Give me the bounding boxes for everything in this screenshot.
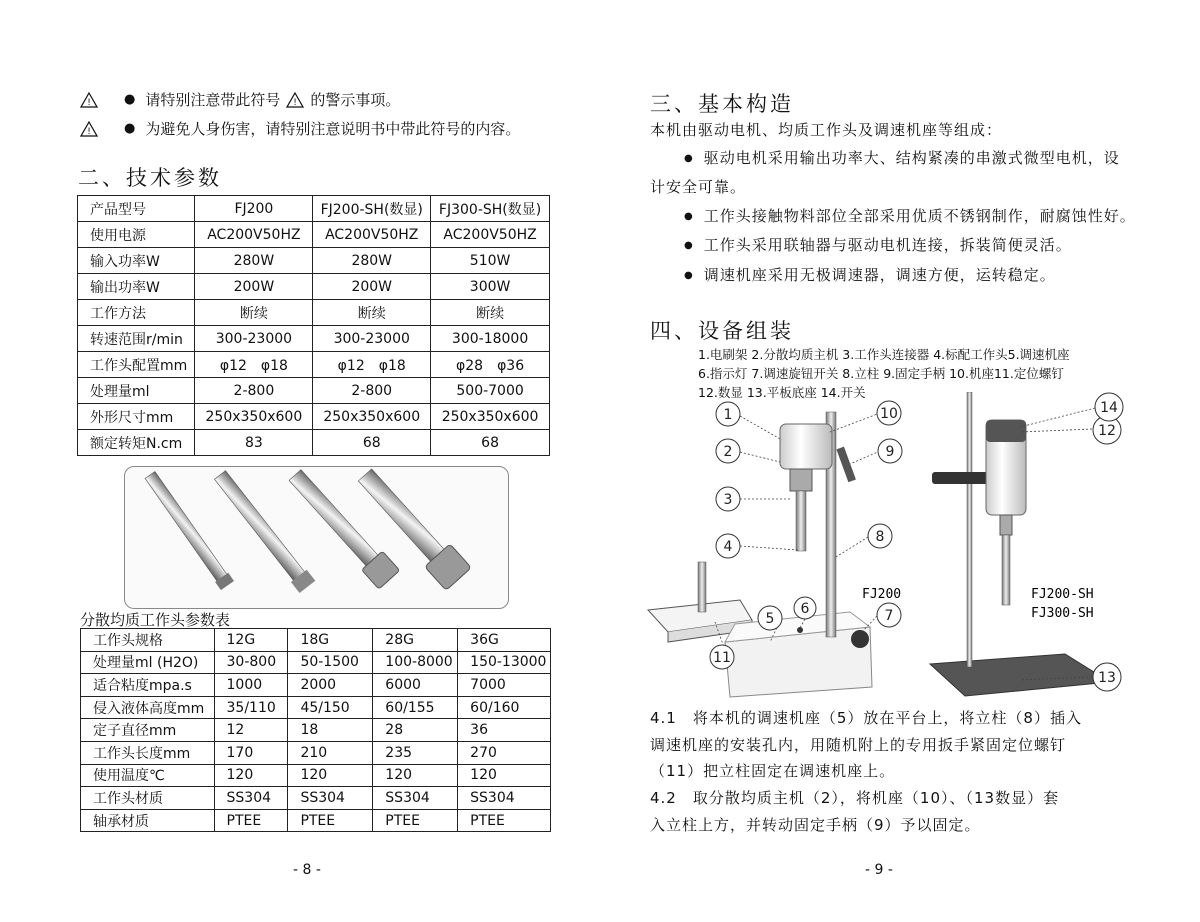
table-cell: 转速范围r/min [78,326,195,352]
svg-text:9: 9 [885,444,895,460]
table-row [78,222,550,248]
warning-text-before: 请特别注意带此符号 [145,91,281,109]
warning-triangle-icon [80,92,98,108]
table-cell: φ12 φ18 [313,352,431,378]
table-cell: 轴承材质 [81,809,215,832]
table-cell: 45/150 [288,696,373,719]
table-cell: 200W [313,274,431,300]
warning-text-after: 的警示事项。 [310,91,401,109]
table-cell: 83 [195,430,313,456]
table-cell: AC200V50HZ [313,222,431,248]
table-cell: 7000 [458,674,551,697]
table-cell: 235 [373,741,458,764]
table-cell: PTEE [458,809,551,832]
callout-6 [794,597,816,619]
section-title-structure: 三、基本构造 [650,92,794,116]
legend-line: 6.指示灯 7.调速旋钮开关 8.立柱 9.固定手柄 10.机座11.定位螺钉 [698,366,1064,381]
table-cell: 6000 [373,674,458,697]
table-cell: 30-800 [214,651,288,674]
table-cell: 120 [458,764,551,787]
table-cell: 工作头长度mm [81,741,215,764]
callout-9 [878,439,902,463]
svg-text:12: 12 [1098,423,1116,439]
svg-text:14: 14 [1100,400,1118,416]
svg-text:!: ! [87,126,91,137]
callout-1 [716,402,740,426]
table-cell: 处理量ml [78,378,195,404]
table-cell: 额定转矩N.cm [78,430,195,456]
table-cell: SS304 [373,787,458,810]
table-cell: 300-23000 [313,326,431,352]
head-table-title: 分散均质工作头参数表 [80,611,231,629]
section-title-tech-params: 二、技术参数 [78,166,222,190]
table-cell: 280W [195,248,313,274]
table-cell: 36G [458,629,551,652]
table-cell: φ28 φ36 [431,352,550,378]
table-cell: 定子直径mm [81,719,215,742]
svg-text:4: 4 [723,539,733,555]
page-number-left: - 8 - [293,862,321,878]
table-row [78,352,550,378]
callout-10 [877,401,901,425]
table-cell: φ12 φ18 [195,352,313,378]
model-label-fj200: FJ200 [862,587,902,602]
table-cell: FJ300-SH(数显) [431,196,550,222]
table-cell: 12G [214,629,288,652]
table-cell: 断续 [431,300,550,326]
callout-11 [710,645,734,669]
callout-3 [716,487,740,511]
warning-triangle-icon [286,92,304,108]
bullet-icon: ● [124,92,136,107]
warning-triangle-icon [80,121,98,137]
step-4-2: 4.2 取分散均质主机（2），将机座（10）、（13数显）套 入立柱上方，并转动固定手柄（9）予以固定。 [650,789,1060,834]
table-row [78,430,550,456]
work-heads-photo [124,466,509,609]
table-cell: 处理量ml (H2O) [81,651,215,674]
callout-5 [758,606,782,630]
table-cell: 35/110 [214,696,288,719]
table-cell: 100-8000 [373,651,458,674]
model-label-fj200-sh: FJ200-SH [1031,587,1094,602]
structure-bullet-1-cont: 计安全可靠。 [650,178,747,196]
table-cell: 120 [373,764,458,787]
table-cell: 60/160 [458,696,551,719]
table-cell: 120 [288,764,373,787]
table-cell: 120 [214,764,288,787]
table-cell: 使用温度℃ [81,764,215,787]
table-cell: 18G [288,629,373,652]
table-cell: 250x350x600 [431,404,550,430]
table-row [78,196,550,222]
table-row [81,674,551,697]
step-4-1: 4.1 将本机的调速机座（5）放在平台上，将立柱（8）插入 调速机座的安装孔内，用随机附上的专用扳手紧固定位螺钉 （11）把立柱固定在调速机座上。 [650,709,1082,780]
table-cell: 工作方法 [78,300,195,326]
table-cell: 250x350x600 [313,404,431,430]
table-cell: 500-7000 [431,378,550,404]
table-cell: FJ200-SH(数显) [313,196,431,222]
page-number-right: - 9 - [865,862,893,878]
table-row [81,719,551,742]
table-cell: PTEE [373,809,458,832]
callout-7 [877,603,901,627]
table-cell: 60/155 [373,696,458,719]
model-label-fj300-sh: FJ300-SH [1031,606,1094,621]
work-head-params-table [80,628,551,832]
table-cell: 工作头规格 [81,629,215,652]
table-cell: 输出功率W [78,274,195,300]
table-cell: 使用电源 [78,222,195,248]
svg-text:10: 10 [880,406,898,422]
table-cell: SS304 [214,787,288,810]
svg-text:13: 13 [1098,670,1116,686]
table-cell: 18 [288,719,373,742]
table-row [81,741,551,764]
table-row [78,248,550,274]
table-cell: 68 [431,430,550,456]
table-cell: 68 [313,430,431,456]
table-row [78,378,550,404]
table-row [78,274,550,300]
structure-bullet-4: ● 调速机座采用无极调速器，调速方便，运转稳定。 [684,260,1056,291]
table-cell: 外形尺寸mm [78,404,195,430]
table-cell: 适合粘度mpa.s [81,674,215,697]
table-row [78,300,550,326]
table-cell: 2-800 [195,378,313,404]
callout-14 [1095,393,1123,421]
callout-8 [868,524,892,548]
tech-params-table [77,195,550,456]
svg-text:8: 8 [875,529,885,545]
table-cell: SS304 [288,787,373,810]
table-row [81,787,551,810]
warning-line-1 [80,89,400,110]
table-cell: 150-13000 [458,651,551,674]
table-row [78,326,550,352]
warning-line-2 [80,118,520,139]
table-cell: 2-800 [313,378,431,404]
svg-text:7: 7 [884,608,894,624]
fj200-sh-drawing [930,392,1110,696]
svg-text:!: ! [87,97,91,108]
table-cell: 断续 [195,300,313,326]
fj200-drawing [725,412,872,697]
table-cell: 50-1500 [288,651,373,674]
section-title-assembly: 四、设备组装 [650,319,794,343]
callout-4 [716,534,740,558]
table-cell: 12 [214,719,288,742]
legend-line: 1.电刷架 2.分散均质主机 3.工作头连接器 4.标配工作头5.调速机座 [698,347,1070,362]
table-row [81,651,551,674]
bullet-icon: ● [124,121,136,136]
structure-intro: 本机由驱动电机、均质工作头及调速机座等组成： [650,121,1003,139]
callout-2 [716,439,740,463]
table-cell: PTEE [214,809,288,832]
svg-text:1: 1 [723,407,733,423]
table-cell: 300-23000 [195,326,313,352]
structure-bullet-1: ● 驱动电机采用输出功率大、结构紧凑的串激式微型电机，设 [684,143,1120,174]
table-row [81,764,551,787]
svg-text:2: 2 [723,444,733,460]
table-cell: SS304 [458,787,551,810]
structure-bullet-3: ● 工作头采用联轴器与驱动电机连接，拆装简便灵活。 [684,230,1072,261]
table-cell: 510W [431,248,550,274]
table-cell: 28G [373,629,458,652]
table-cell: PTEE [288,809,373,832]
table-cell: 断续 [313,300,431,326]
assembly-diagram [640,392,1140,704]
table-row [78,404,550,430]
table-cell: 28 [373,719,458,742]
table-cell: 280W [313,248,431,274]
table-row [81,696,551,719]
work-heads-illustration [125,467,508,608]
table-cell: AC200V50HZ [431,222,550,248]
svg-text:6: 6 [800,601,810,617]
table-cell: 工作头配置mm [78,352,195,378]
table-cell: 产品型号 [78,196,195,222]
table-row [81,809,551,832]
svg-text:5: 5 [765,611,775,627]
callout-13 [1093,663,1121,691]
table-cell: 侵入液体高度mm [81,696,215,719]
table-cell: FJ200 [195,196,313,222]
svg-text:!: ! [293,97,298,108]
warning-text: 为避免人身伤害，请特别注意说明书中带此符号的内容。 [145,120,521,138]
table-cell: 200W [195,274,313,300]
table-row [81,629,551,652]
table-cell: 170 [214,741,288,764]
svg-text:3: 3 [723,492,733,508]
table-cell: 210 [288,741,373,764]
table-cell: 270 [458,741,551,764]
table-cell: AC200V50HZ [195,222,313,248]
table-cell: 输入功率W [78,248,195,274]
table-cell: 300-18000 [431,326,550,352]
table-cell: 250x350x600 [195,404,313,430]
table-cell: 工作头材质 [81,787,215,810]
table-cell: 1000 [214,674,288,697]
svg-text:11: 11 [713,650,731,666]
legend-line: 12.数显 13.平板底座 14.开关 [698,385,866,400]
structure-bullet-2: ● 工作头接触物料部位全部采用优质不锈钢制作，耐腐蚀性好。 [684,201,1136,232]
table-cell: 300W [431,274,550,300]
table-cell: 2000 [288,674,373,697]
table-cell: 36 [458,719,551,742]
